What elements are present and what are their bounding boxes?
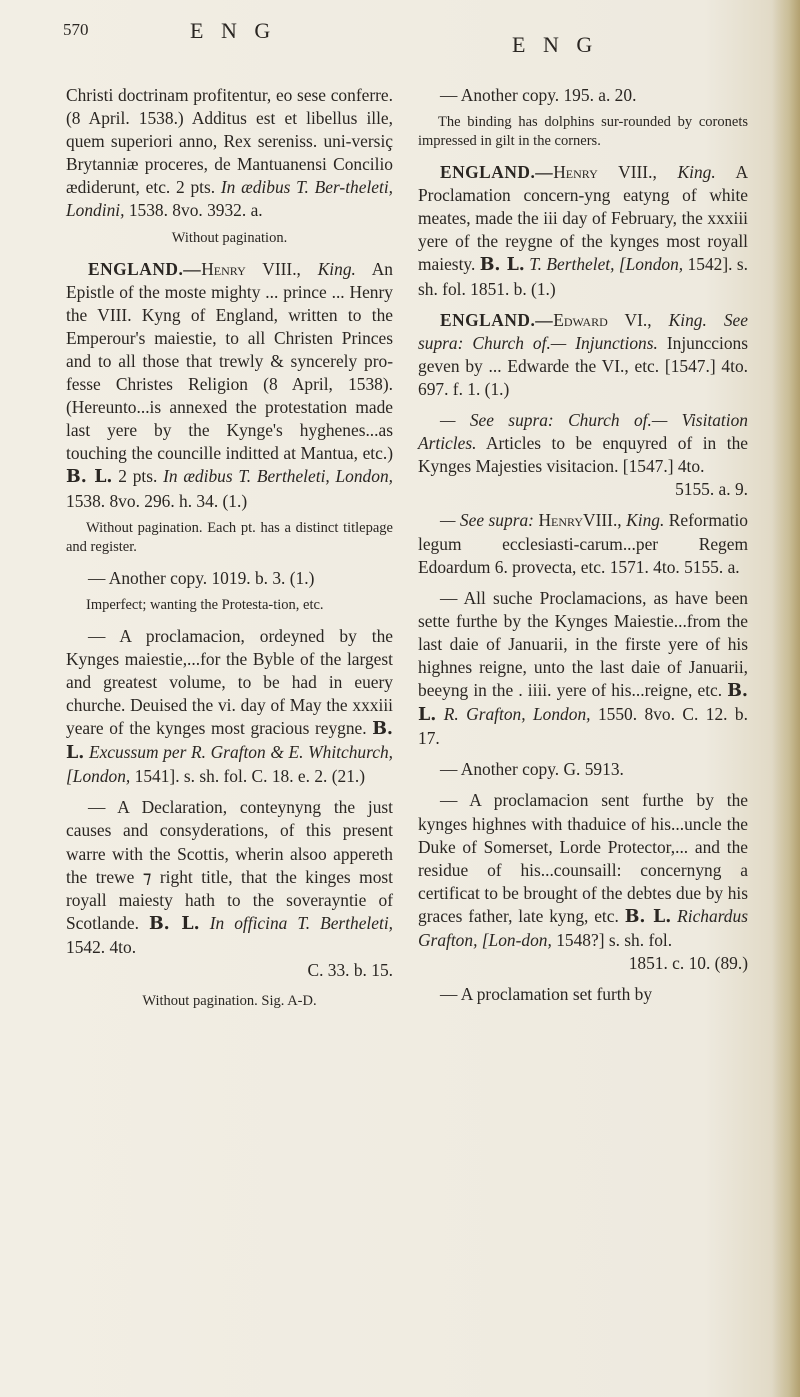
catalogue-entry (418, 789, 748, 975)
catalogue-entry (66, 796, 393, 982)
entry-text: — Another copy. 195. a. 20. (440, 85, 637, 105)
entry-shelfmark: 1542]. s. sh. fol. 1851. b. (1.) (418, 254, 748, 299)
catalogue-entry (66, 258, 393, 513)
running-head-right: E N G (512, 32, 599, 57)
entry-note: Imperfect; wanting the Protesta-tion, etc. (86, 596, 324, 613)
entry-text: Christi doctrinam profitentur, eo sese conferre. (8 April. 1538.) Additus est et libellus ille, quem superiori anno, Rex sereniss. uni-versiç Brytanniæ proceres, de Mantuanensi Concilio ædiderunt, etc. 2 pts. (66, 85, 393, 198)
entry-imprint: Richardus Grafton, [Lon-don, (418, 905, 748, 950)
entry-shelfmark: 1541]. s. sh. fol. C. 18. e. 2. (21.) (134, 766, 366, 787)
entry-imprint: R. Grafton, London, (443, 704, 591, 725)
entry-text: A Proclamation concern-yng eatyng of white meates, made the iii day of February, the xxxiii yere of the reygne of the kynges most royall maiesty. (418, 162, 748, 275)
entry-text: — Another copy. G. 5913. (440, 759, 624, 780)
entry-shelfmark: 5155. a. 9. (675, 479, 748, 500)
entry-text: Reformatio legum ecclesiasti-carum...per Regem Edoardum 6. provecta, etc. 1571. 4to. 5155. a. (418, 510, 748, 577)
black-letter-mark: B. L. (624, 906, 672, 927)
entry-heading-role: King. (317, 258, 356, 279)
entry-heading-name: Edward VI., (553, 309, 652, 330)
entry-imprint: In officina T. Bertheleti, (209, 912, 393, 933)
cross-reference: See supra: Church of.— Injunctions. (418, 309, 748, 353)
entry-heading: ENGLAND.— (440, 309, 554, 330)
entry-shelfmark: 1538. 8vo. 3932. a. (128, 200, 263, 221)
entry-note: The binding has dolphins sur-rounded by coronets impressed in gilt in the corners. (418, 114, 748, 150)
catalogue-entry (418, 309, 748, 401)
entry-imprint: T. Berthelet, [London, (529, 254, 684, 275)
page-edge-shading (772, 0, 800, 1397)
entry-heading-role: King. (677, 162, 716, 183)
entry-text: An Epistle of the moste mighty ... prince ... Henry the VIII. Kyng of England, written to the Emperour's maiestie, to all Christen Princes and to all those that trewly & syncerely pro-fesse Christes Religion (8 April, 1538). (Hereunto...is annexed the protestation made last yere by the Kynge's hyghenes...as touching the councille inditted at Mantua, etc.) (66, 258, 393, 464)
entry-format: 1548?] s. sh. fol. (556, 930, 673, 950)
left-column (66, 84, 393, 1028)
running-head-left: E N G (190, 18, 277, 43)
right-column (418, 84, 748, 1014)
catalogue-entry (418, 587, 748, 751)
black-letter-mark: B. L. (66, 467, 113, 488)
entry-text: — A proclamacion sent furthe by the kynges highnes with thaduice of his...uncle the Duke of Somerset, Lorde Protector,... and the residue of his...counsaill: concernyng a certificat to be brought of the debtes due by his graces father, late kyng, etc. (418, 790, 748, 926)
entry-shelfmark: 1538. 8vo. 296. h. 34. (1.) (66, 490, 248, 511)
entry-imprint: In ædibus T. Bertheleti, London, (163, 466, 393, 487)
entry-note: Without pagination. (171, 229, 288, 246)
entry-heading-name: Henry VIII., (553, 162, 657, 183)
entry-text: Articles to be enquyred of in the Kynges Majesties visitacion. [1547.] 4to. (418, 433, 748, 477)
cross-reference: — See supra: (440, 510, 534, 531)
entry-text: — A proclamation set furth by (440, 984, 653, 1005)
entry-text: — Another copy. 1019. b. 3. (1.) (88, 567, 315, 588)
entry-text: — A proclamacion, ordeyned by the Kynges maiestie,...for the Byble of the largest and greatest volume, to be had in euery churche. Deuised the vi. day of May the xxxiii yeare of the kynges most gracious reygne. (66, 625, 393, 739)
catalogue-entry (66, 567, 393, 590)
catalogue-entry (418, 161, 748, 301)
entry-shelfmark: 1550. 8vo. C. 12. b. 17. (418, 704, 748, 749)
black-letter-mark: B. L. (479, 255, 525, 276)
entry-heading-name: HenryVIII., (538, 510, 622, 531)
catalogue-entry (418, 758, 748, 781)
entry-shelfmark: 1851. c. 10. (89.) (628, 953, 748, 974)
entry-imprint: Excussum per R. Grafton & E. Whitchurch, [London, (66, 742, 393, 787)
entry-shelfmark: C. 33. b. 15. (307, 960, 393, 980)
entry-heading: ENGLAND.— (440, 162, 554, 183)
entry-heading-role: King. (626, 510, 665, 531)
black-letter-mark: B. L. (148, 913, 200, 934)
page-number: 570 (63, 20, 89, 39)
entry-heading: ENGLAND.— (88, 258, 202, 279)
black-letter-mark: B. L. (418, 681, 748, 726)
entry-note: Without pagination. Sig. A-D. (142, 993, 317, 1010)
catalogue-entry (418, 409, 748, 501)
catalogue-entry (66, 625, 393, 789)
entry-heading-name: Henry VIII., (201, 258, 301, 279)
black-letter-mark: B. L. (66, 719, 393, 764)
catalogue-entry (418, 509, 748, 578)
entry-text: — A Declaration, conteynyng the just causes and consyderations, of this present warre with the Scottis, wherin alsoo appereth the trewe ⁊ right title, that the kinges most royall maiesty hath to the soverayntie of Scotlande. (66, 797, 393, 933)
running-header (0, 12, 800, 57)
cross-reference: — See supra: Church of.— Visitation Articles. (418, 410, 748, 454)
entry-text: Injunccions geven by ... Edwarde the VI., etc. [1547.] 4to. 697. f. 1. (1.) (418, 332, 748, 399)
entry-parts: 2 pts. (118, 466, 158, 487)
entry-imprint: In ædibus T. Ber-theleti, Londini, (66, 177, 394, 221)
catalogue-entry (66, 84, 393, 223)
entry-text: — All suche Proclamacions, as have been sette furthe by the Kynges Maiestie...from the last daie of Januarii, in the firste yere of his highnes reigne, unto the last daie of Januarii, beeyng in the . iiii. yere of his...reigne, etc. (418, 587, 748, 701)
catalogue-entry (418, 983, 748, 1006)
catalogue-entry (418, 84, 748, 107)
entry-heading-role: King. (668, 309, 707, 330)
entry-year: 1542. 4to. (66, 936, 137, 957)
entry-note: Without pagination. Each pt. has a distinct titlepage and register. (66, 519, 393, 555)
